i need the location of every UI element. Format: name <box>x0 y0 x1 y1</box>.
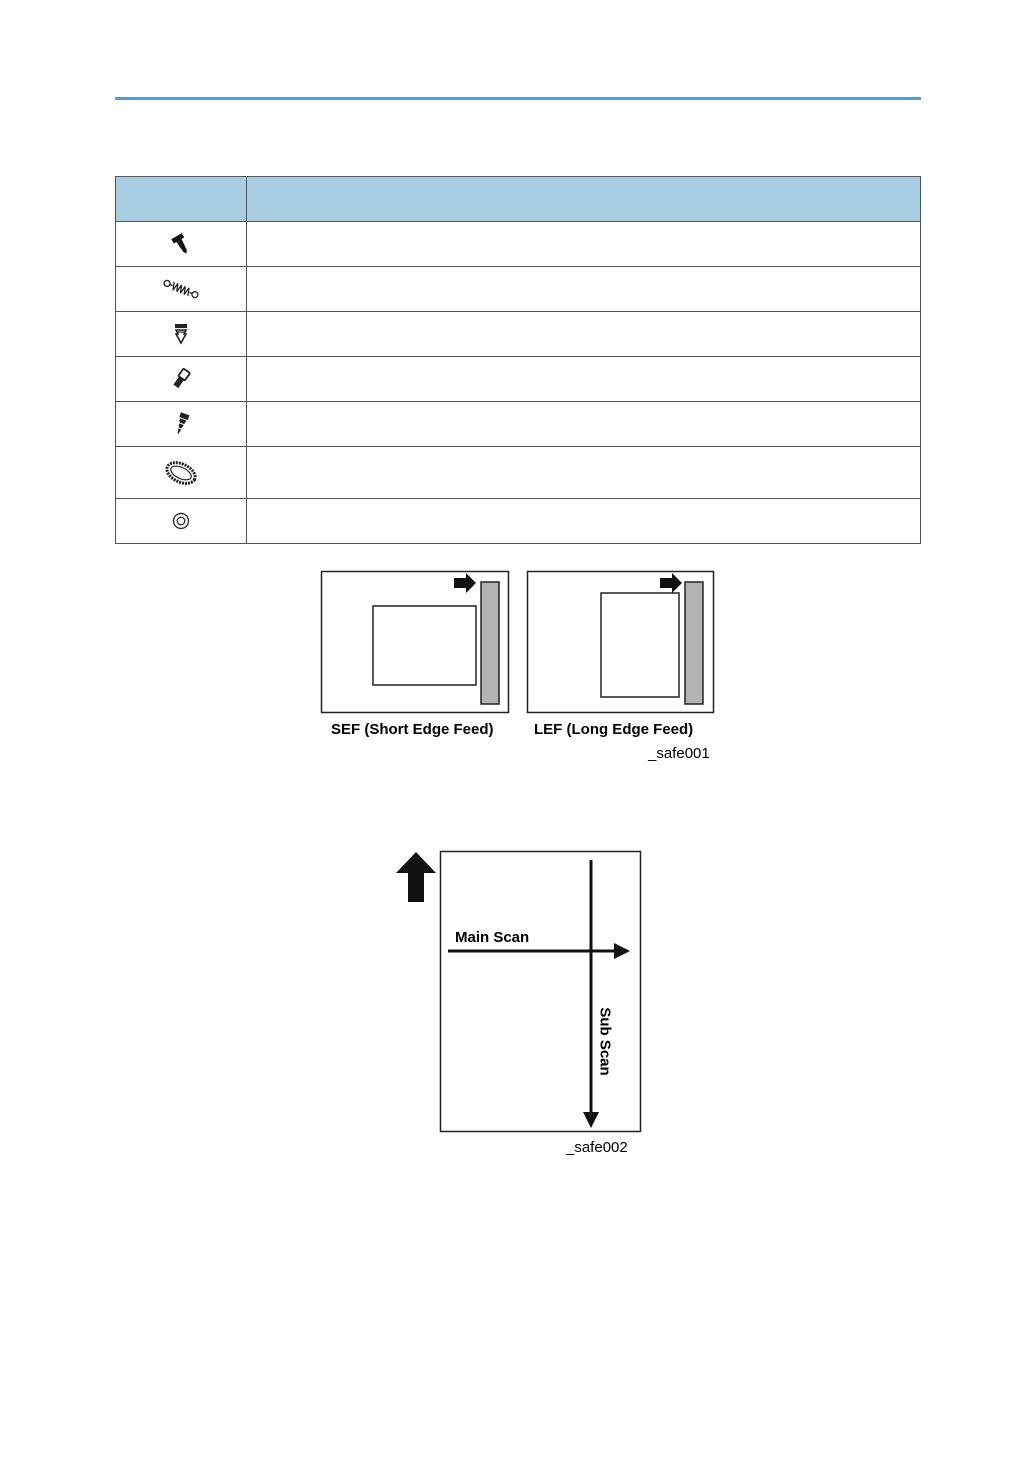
table-row <box>116 267 921 312</box>
table-row <box>116 447 921 499</box>
figure-caption: _safe002 <box>566 1139 628 1156</box>
table-cell-text <box>247 222 921 267</box>
table-row <box>116 402 921 447</box>
header-rule <box>115 97 921 100</box>
scan-direction-diagram <box>390 848 650 1138</box>
table-cell-text <box>247 447 921 499</box>
table-cell-text <box>247 312 921 357</box>
lef-label: LEF (Long Edge Feed) <box>534 721 694 738</box>
table-cell-text <box>247 499 921 544</box>
snap-clip-icon <box>171 322 191 346</box>
timing-belt-icon <box>163 458 199 488</box>
clamp-icon <box>170 367 192 391</box>
table-header-symbol <box>116 177 247 222</box>
feed-direction-arrow-icon <box>396 852 436 902</box>
table-cell-text <box>247 357 921 402</box>
screw-icon <box>169 232 193 256</box>
table-header-row <box>116 177 921 222</box>
table-row <box>116 357 921 402</box>
lef-panel <box>528 572 714 713</box>
table-cell-text <box>247 402 921 447</box>
sub-scan-label: Sub Scan <box>596 1007 614 1076</box>
e-ring-icon <box>171 511 191 531</box>
table-row <box>116 499 921 544</box>
table-header-meaning <box>247 177 921 222</box>
symbol-table <box>115 176 921 544</box>
main-scan-label: Main Scan <box>455 929 530 946</box>
sef-panel <box>322 572 509 713</box>
spring-icon <box>161 276 201 302</box>
figure-caption: _safe001 <box>648 745 710 762</box>
table-cell-text <box>247 267 921 312</box>
bushing-icon <box>171 411 191 437</box>
table-row <box>116 222 921 267</box>
sef-lef-diagram <box>320 570 716 716</box>
sef-label: SEF (Short Edge Feed) <box>331 721 494 738</box>
table-row <box>116 312 921 357</box>
